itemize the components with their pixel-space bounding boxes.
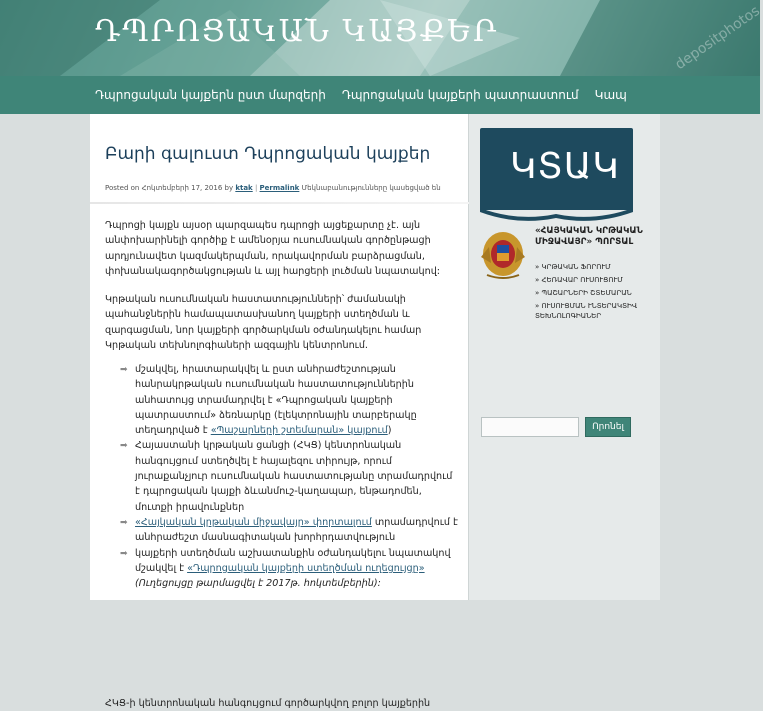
bullet-text: մշակվել, հրատարակվել և ըստ անհրաժեշտության հանրակրթական ուսումնական հաստատություններին անհատույց տրամադրվել է «Դպրոցական կայքերի պատրաստում» ձեռնարկը (էլեկտրոնային տարբերակը տեղադրված է — [135, 364, 417, 437]
portal-link-forum[interactable]: » ԿՐԹԱԿԱՆ ՖՈՐՈՒՄ — [535, 263, 611, 271]
list-item — [120, 546, 460, 592]
post-paragraph-1: Դպրոցի կայքն այսօր պարզապես դպրոցի այցեքարտը չէ. այն անփոխարինելի գործիք է ամենօրյա ուսումնական գործընթացի արդյունավետ կազմակերպման, որակավորման բարձրացման, փոխանակագործակցության և այլ հարցերի լուծման նպատակով: — [105, 220, 441, 278]
portal-link-interactive-tech[interactable]: » ՈՒՍՈՒՑՄԱՆ ՒՆՏԵՐԱԿՏԻՎ ՏԵԽՆՈԼՈԳԻԱՆԵՐ — [535, 302, 638, 320]
watermark: depositphotos — [672, 2, 763, 74]
post-paragraph-2: Կրթական ուսումնական հաստատությունների՝ ժամանակի պահանջներին համապատասխանող կայքերի ստեղծման և զարգացման, նոր կայքերի գործարկման օժանդակելու համար Կրթական տեխնոլոգիաների ազգային կենտրոնում. — [105, 294, 422, 352]
post-paragraph-3: ՀԿՑ-ի կենտրոնական հանգույցում գործարկվող բոլոր կայքերին — [105, 698, 431, 709]
meta-divider — [90, 202, 469, 204]
logo-text: ԿՏԱԿ — [510, 146, 620, 187]
author-link[interactable]: ktak — [235, 184, 253, 192]
nav-item-contact[interactable]: Կապ — [594, 88, 627, 102]
portal-links-list — [535, 262, 659, 324]
bullet-text: Հայաստանի կրթական ցանցի (ՀԿՑ) կենտրոնական հանգույցում ստեղծվել է հայալեզու տիրույթ, որում յուրաքանչյուր ուսումնական հաստատությանը տրամադրվում է դպրոցական կայքի ձևանմուշ-կաղապար, ենթադոմեն, մուտքի իրավունքներ — [135, 440, 453, 513]
portal-link-distance-learning[interactable]: » ՀԵՌԱՎԱՐ ՈՒՍՈՒՑՈՒՄ — [535, 276, 623, 284]
main-content — [90, 114, 469, 709]
list-item — [120, 438, 460, 514]
search-input[interactable] — [481, 417, 579, 437]
bullet-text: կայքերի ստեղծման աշխատանքին օժանդակելու նպատակով մշակվել է — [135, 547, 451, 574]
arrow-icon: ➡ — [120, 517, 128, 528]
search-button[interactable]: Որոնել — [585, 417, 631, 437]
main-navigation — [0, 76, 760, 114]
portal-link[interactable]: «Հայկական կրթական միջավայր» փորտալում — [135, 516, 372, 528]
nav-item-schools-by-region[interactable]: Դպրոցական կայքերն ըստ մարզերի — [95, 88, 326, 102]
portal-title[interactable]: «ՀԱՅԿԱԿԱՆ ԿՐԹԱԿԱՆ ՄԻՋԱՎԱՅՐ» ՊՈՐՏԱԼ — [535, 226, 643, 247]
permalink-link[interactable]: Permalink — [259, 184, 300, 192]
arrow-icon: ➡ — [120, 548, 128, 559]
site-title[interactable]: ԴՊՐՈՑԱԿԱՆ ԿԱՅՔԵՐ — [95, 14, 499, 49]
arrow-icon: ➡ — [120, 441, 128, 452]
resources-link[interactable]: «Պաշարների շտեմարան» կայքում — [210, 425, 388, 437]
site-header — [0, 0, 763, 76]
post-date: Posted on Հոկտեմբերի 17, 2016 by — [105, 184, 234, 192]
bullet-text-end: տրամադրվում է անհրաժեշտ մասնագիտական խորհրդատվություն — [135, 516, 458, 544]
arrow-icon: ➡ — [120, 365, 128, 375]
bullet-text-end: ) — [387, 425, 392, 437]
post-meta — [105, 184, 460, 192]
ktak-logo[interactable] — [480, 128, 633, 210]
post-title: Բարի գալուստ Դպրոցական կայքեր — [105, 144, 431, 164]
logo-book-curve-icon — [480, 208, 633, 222]
guide-link[interactable]: «Դպրոցական կայքերի ստեղծման ուղեցույցը» — [187, 562, 425, 574]
list-item — [120, 362, 460, 438]
comments-closed-label: Մեկնաբանությունները կասեցված են — [301, 184, 441, 192]
nav-item-website-creation[interactable]: Դպրոցական կայքերի պատրաստում — [341, 88, 579, 102]
meta-separator: | — [254, 184, 258, 192]
guide-update-note: (Ուղեցույցը թարմացվել է 2017թ. հոկտեմբերին): — [135, 578, 381, 590]
sidebar — [469, 114, 660, 600]
list-item — [120, 515, 460, 546]
post-bullet-list — [120, 362, 460, 591]
armenian-coat-of-arms-icon[interactable] — [477, 227, 529, 281]
portal-link-resources[interactable]: » ՊԱՇԱՐՆԵՐԻ ՇՏԵՄԱՐԱՆ — [535, 289, 632, 297]
